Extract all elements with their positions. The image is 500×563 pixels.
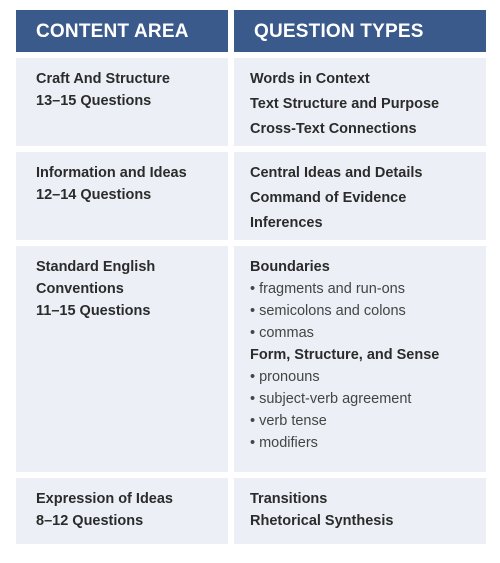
content-area-name-line1: Standard English (36, 259, 156, 275)
question-types-cell-conventions (234, 246, 486, 472)
question-types-cell-craft (234, 58, 486, 146)
content-table (16, 10, 486, 544)
content-area-cell-expression (16, 478, 228, 544)
question-type: Central Ideas and Details (250, 165, 423, 181)
header-content-area: CONTENT AREA (16, 10, 228, 52)
header-question-types: QUESTION TYPES (234, 10, 486, 52)
question-type-bullet: • commas (250, 325, 314, 341)
question-types-cell-expression (234, 478, 486, 544)
question-type-bullet: • modifiers (250, 435, 318, 451)
question-type: Words in Context (250, 71, 370, 87)
question-type-bullet: • semicolons and colons (250, 303, 406, 319)
question-count: 12–14 Questions (36, 187, 152, 203)
question-type-bullet: • pronouns (250, 369, 320, 385)
question-type: Inferences (250, 215, 323, 231)
content-area-cell-conventions (16, 246, 228, 472)
question-type: Cross-Text Connections (250, 121, 417, 137)
question-type-group-title: Boundaries (250, 259, 330, 275)
content-area-name: Expression of Ideas (36, 491, 173, 507)
question-count: 11–15 Questions (36, 303, 151, 319)
question-type-bullet: • subject-verb agreement (250, 391, 412, 407)
question-count: 13–15 Questions (36, 93, 152, 109)
content-area-name: Craft And Structure (36, 71, 170, 87)
content-area-name-line2: Conventions (36, 281, 124, 297)
question-type: Command of Evidence (250, 190, 407, 206)
question-type: Rhetorical Synthesis (250, 513, 394, 529)
question-count: 8–12 Questions (36, 513, 144, 529)
content-area-cell-craft (16, 58, 228, 146)
question-type: Transitions (250, 491, 328, 507)
question-types-cell-information (234, 152, 486, 240)
question-type-group-title: Form, Structure, and Sense (250, 347, 440, 363)
question-type-bullet: • verb tense (250, 413, 327, 429)
question-type-bullet: • fragments and run-ons (250, 281, 405, 297)
content-area-name: Information and Ideas (36, 165, 187, 181)
content-area-cell-information (16, 152, 228, 240)
question-type: Text Structure and Purpose (250, 96, 440, 112)
